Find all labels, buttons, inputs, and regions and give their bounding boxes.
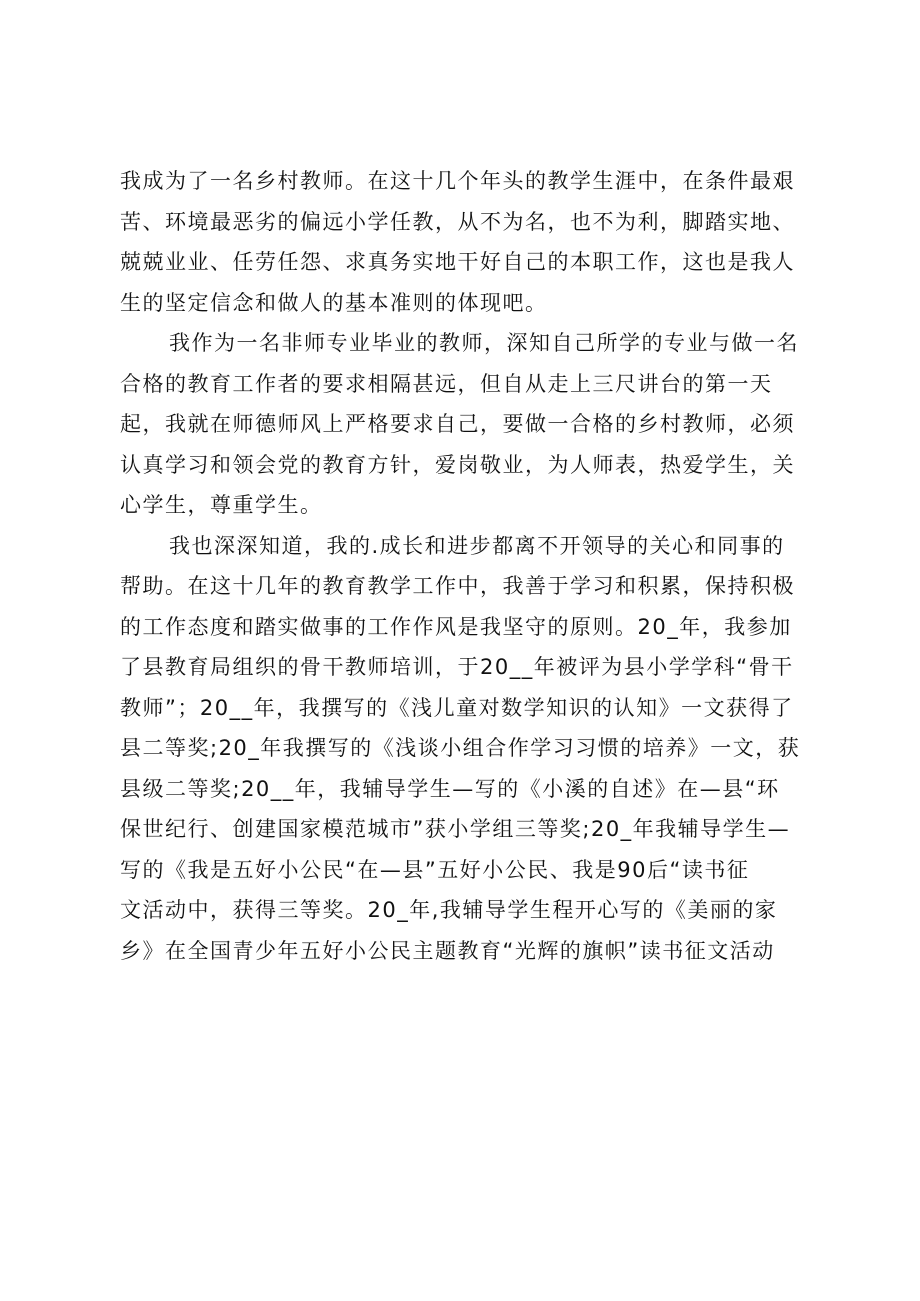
text-line: 我成为了一名乡村教师。在这十几个年头的教学生涯中，在条件最艰	[120, 169, 795, 193]
text-line: 乡》在全国青少年五好小公民主题教育“光辉的旗帜”读书征文活动	[120, 938, 775, 963]
paragraph-first-line: 我作为一名非师专业毕业的教师，深知自己所学的专业与做一名	[169, 331, 799, 355]
text-line: 兢兢业业、任劳任怨、求真务实地干好自己的本职工作，这也是我人	[120, 250, 795, 274]
text-line: 文活动中，获得三等奖。20_年,我辅导学生程开心写的《美丽的家	[120, 898, 778, 922]
text-line: 县级二等奖;20__年，我辅导学生—写的《小溪的自述》在—县“环	[120, 776, 780, 801]
text-line: 苦、环境最恶劣的偏远小学任教，从不为名，也不为利，脚踏实地、	[120, 209, 795, 234]
paragraph-first-line: 我也深深知道，我的.成长和进步都离不开领导的关心和同事的	[169, 533, 785, 558]
text-line: 帮助。在这十几年的教育教学工作中，我善于学习和积累，保持积极	[120, 574, 795, 598]
text-line: 认真学习和领会党的教育方针，爱岗敬业，为人师表，热爱学生，关	[120, 452, 795, 477]
text-line: 县二等奖;20_年我撰写的《浅谈小组合作学习习惯的培养》一文，获	[120, 736, 801, 760]
text-line: 的工作态度和踏实做事的工作作风是我坚守的原则。20_年，我参加	[120, 614, 792, 639]
text-line: 了县教育局组织的骨干教师培训，于20__年被评为县小学学科“骨干	[120, 655, 794, 679]
text-line: 合格的教育工作者的要求相隔甚远，但自从走上三尺讲台的第一天	[120, 371, 773, 396]
text-line: 写的《我是五好小公民“在—县”五好小公民、我是90后“读书征	[120, 857, 750, 882]
text-line: 心学生，尊重学生。	[120, 493, 323, 517]
text-line: 保世纪行、创建国家模范城市”获小学组三等奖;20_年我辅导学生—	[120, 817, 791, 841]
document-body	[120, 161, 820, 971]
text-line: 起，我就在师德师风上严格要求自己，要做一合格的乡村教师，必须	[120, 412, 795, 436]
text-line: 生的坚定信念和做人的基本准则的体现吧。	[120, 290, 548, 315]
text-line: 教师”；20__年，我撰写的《浅儿童对数学知识的认知》一文获得了	[120, 695, 794, 720]
